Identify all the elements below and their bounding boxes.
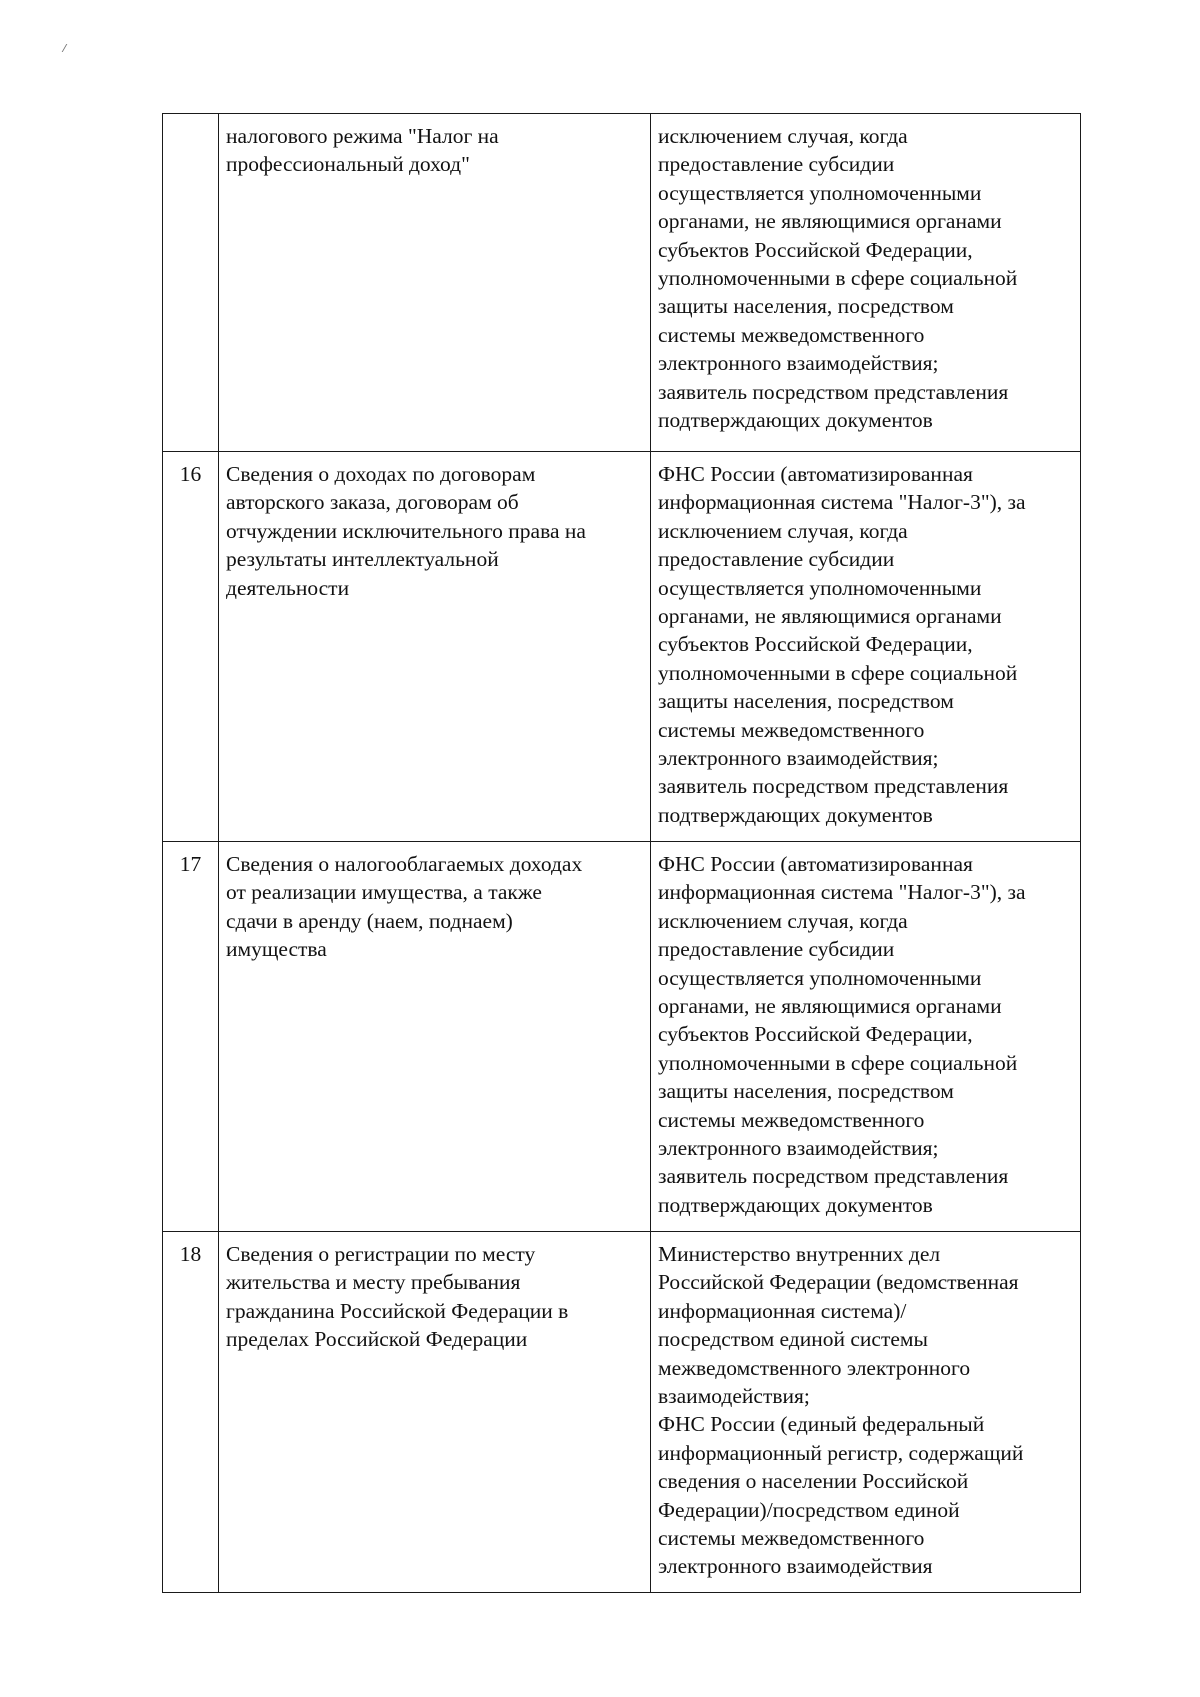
row-number-cell: 16 (163, 452, 219, 842)
table-row (163, 114, 1081, 452)
documents-table (162, 113, 1081, 1593)
row-number-cell: 18 (163, 1232, 219, 1593)
table-row (163, 1232, 1081, 1593)
row-number-cell (163, 114, 219, 452)
table-row (163, 452, 1081, 842)
information-cell: налогового режима "Налог на профессиональный доход" (219, 114, 651, 452)
source-cell: ФНС России (автоматизированная информационная система "Налог-3"), за исключением случая, когда предоставление субсидии осуществляется уполномоченными органами, не являющимися органами субъектов Российской Федерации, уполномоченными в сфере социальной защиты населения, посредством системы межведомственного электронного взаимодействия; заявитель посредством представления подтверждающих документов (651, 452, 1081, 842)
source-cell: Министерство внутренних дел Российской Федерации (ведомственная информационная система)/ посредством единой системы межведомственного электронного взаимодействия; ФНС России (единый федеральный информационный регистр, содержащий сведения о населении Российской Федерации)/посредством единой системы межведомственного электронного взаимодействия (651, 1232, 1081, 1593)
source-cell: ФНС России (автоматизированная информационная система "Налог-3"), за исключением случая, когда предоставление субсидии осуществляется уполномоченными органами, не являющимися органами субъектов Российской Федерации, уполномоченными в сфере социальной защиты населения, посредством системы межведомственного электронного взаимодействия; заявитель посредством представления подтверждающих документов (651, 842, 1081, 1232)
information-cell: Сведения о регистрации по месту жительства и месту пребывания гражданина Российской Федерации в пределах Российской Федерации (219, 1232, 651, 1593)
table-row (163, 842, 1081, 1232)
row-number-cell: 17 (163, 842, 219, 1232)
information-cell: Сведения о налогооблагаемых доходах от реализации имущества, а также сдачи в аренду (наем, поднаем) имущества (219, 842, 651, 1232)
scan-artifact-mark (62, 44, 74, 52)
information-cell: Сведения о доходах по договорам авторского заказа, договорам об отчуждении исключительного права на результаты интеллектуальной деятельности (219, 452, 651, 842)
source-cell: исключением случая, когда предоставление субсидии осуществляется уполномоченными органами, не являющимися органами субъектов Российской Федерации, уполномоченными в сфере социальной защиты населения, посредством системы межведомственного электронного взаимодействия; заявитель посредством представления подтверждающих документов (651, 114, 1081, 452)
